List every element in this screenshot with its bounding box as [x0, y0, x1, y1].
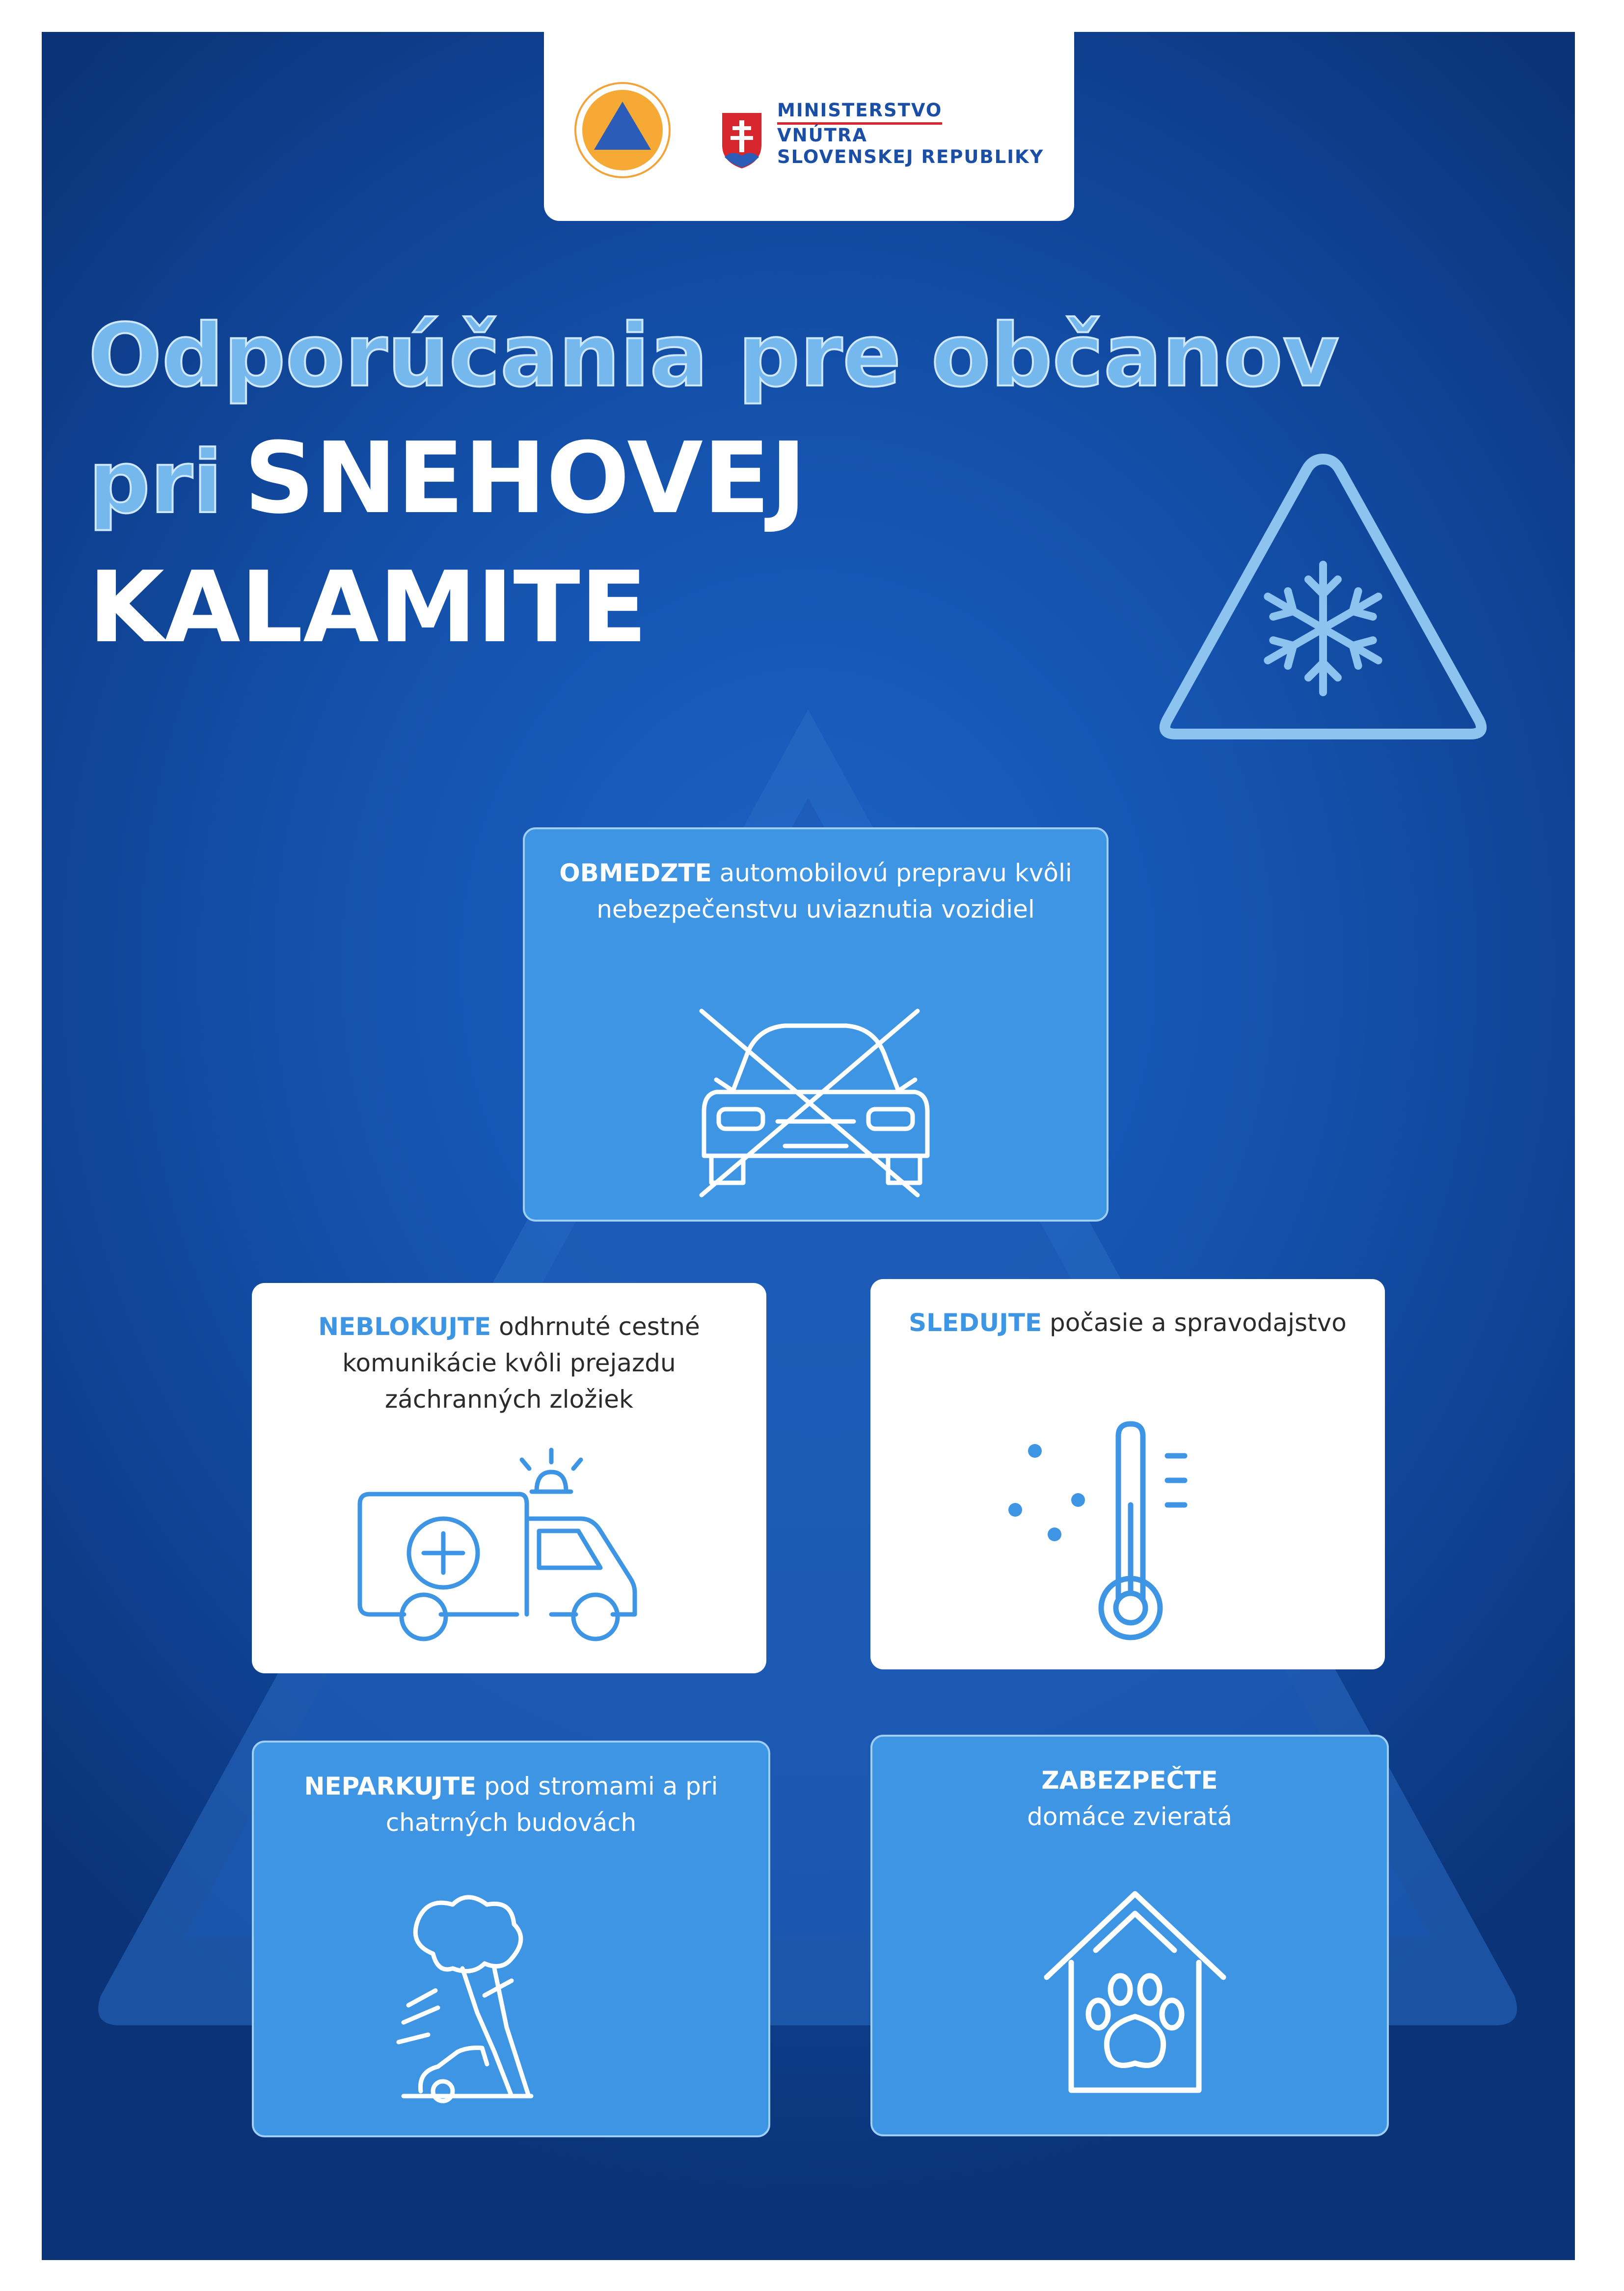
title-line1: Odporúčania pre občanov	[88, 305, 1339, 406]
ministry-name	[777, 100, 1052, 168]
card-text	[885, 1305, 1370, 1341]
title-line2-big: SNEHOVEJ	[244, 421, 807, 536]
card-description: pod stromami a pri chatrných budovách	[385, 1772, 718, 1837]
title-line2-prefix: pri	[88, 432, 223, 533]
title-line3: KALAMITE	[88, 550, 648, 665]
card-description: automobilovú prepravu kvôli nebezpečenstvu uviaznutia vozidiel	[596, 859, 1072, 924]
crossed-car-icon	[687, 999, 945, 1205]
ministry-line3: SLOVENSKEJ REPUBLIKY	[777, 146, 1044, 167]
ministry-line2: VNÚTRA	[777, 125, 868, 146]
card-text	[887, 1762, 1372, 1835]
card-text	[540, 855, 1092, 927]
poster	[42, 32, 1575, 2260]
fallen-tree-car-icon	[394, 1890, 620, 2106]
slovak-crest-icon	[720, 110, 764, 169]
card-keyword: NEPARKUJTE	[304, 1772, 477, 1800]
card-keyword: SLEDUJTE	[909, 1309, 1042, 1337]
card-keyword: ZABEZPEČTE	[1041, 1766, 1218, 1795]
doghouse-paw-icon	[1037, 1884, 1233, 2100]
card-follow-weather	[870, 1279, 1385, 1669]
card-description: domáce zvieratá	[1027, 1802, 1232, 1831]
card-do-not-park-under-trees	[252, 1741, 770, 2137]
card-do-not-block-roads	[252, 1283, 766, 1673]
ambulance-icon	[350, 1445, 645, 1656]
ministry-line1: MINISTERSTVO	[777, 100, 942, 125]
civil-protection-logo	[573, 81, 672, 179]
card-keyword: OBMEDZTE	[559, 859, 712, 887]
card-text	[269, 1768, 754, 1841]
snow-warning-sign-icon	[1151, 439, 1495, 754]
card-text	[267, 1309, 752, 1418]
card-keyword: NEBLOKUJTE	[318, 1312, 491, 1341]
thermometer-icon	[996, 1412, 1231, 1647]
logo-header	[544, 32, 1074, 221]
card-description: počasie a spravodajstvo	[1042, 1309, 1347, 1337]
card-description: odhrnuté cestné komunikácie kvôli prejazdu záchranných zložiek	[342, 1312, 700, 1414]
card-limit-car-transport	[523, 827, 1109, 1222]
card-secure-pets	[870, 1735, 1389, 2136]
